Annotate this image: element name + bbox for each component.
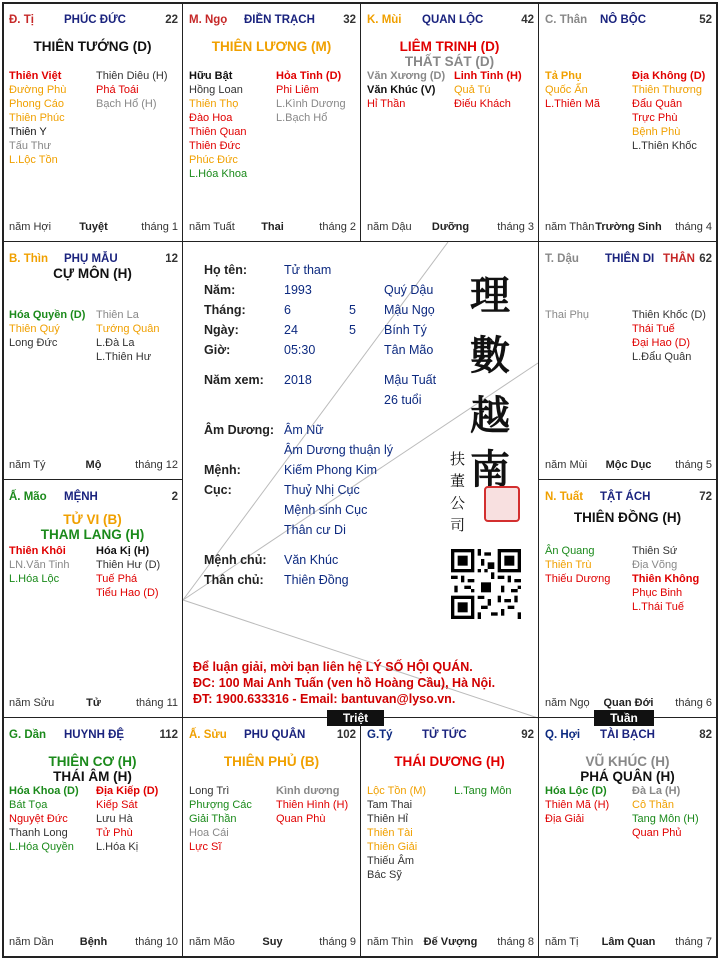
minor-star: Bệnh Phù: [632, 126, 681, 138]
left-star-column: [545, 69, 600, 111]
major-star: THIÊN PHỦ (B): [223, 754, 320, 769]
calligraphy-char-4: 南: [470, 446, 510, 493]
palace-name: TỬ TỨC: [422, 729, 467, 741]
minor-star: Bát Tọa: [9, 799, 48, 811]
major-star: TỬ VI (B): [63, 512, 122, 527]
calligraphy-char-2: 數: [470, 332, 510, 379]
minor-star: Thái Tuế: [632, 323, 675, 335]
ho-ten-value: Tử tham: [284, 263, 332, 277]
palace-header: [189, 14, 356, 28]
palace-life-stage: Dưỡng: [431, 221, 470, 233]
gio-can-chi: Tân Mão: [384, 343, 434, 357]
palace-footer: [545, 221, 712, 235]
minor-star: L.Bạch Hổ: [276, 112, 328, 124]
am-duong-value: Âm Nữ: [284, 423, 324, 437]
ngay-value: 24: [284, 323, 298, 337]
minor-star: Bác Sỹ: [367, 869, 402, 881]
palace-9: [3, 718, 182, 956]
minor-star: Thiên Việt: [9, 70, 62, 82]
palace-branch: C. Thân: [545, 14, 588, 26]
cuc-label: Cục:: [204, 483, 232, 497]
minor-star: Địa Không (D): [632, 70, 706, 82]
minor-star: Tiểu Hao (D): [96, 587, 159, 599]
palace-year: năm Tý: [9, 459, 46, 471]
than-chu-value: Thiên Đồng: [284, 573, 349, 587]
palace-month: tháng 7: [675, 936, 712, 948]
minor-star: Quan Phù: [276, 813, 326, 825]
minor-star: Thiếu Âm: [367, 855, 415, 867]
minor-star: L.Hóa Quyền: [9, 841, 74, 853]
minor-star: Thiếu Dương: [545, 573, 611, 585]
minor-star: Thai Phụ: [545, 309, 590, 321]
palace-footer: [9, 936, 178, 950]
nam-label: Năm:: [204, 283, 236, 297]
palace-month: tháng 4: [675, 221, 712, 233]
minor-star: L.Thiên Hư: [96, 351, 152, 363]
palace-footer: [189, 221, 356, 235]
palace-name: ĐIỀN TRẠCH: [244, 14, 315, 26]
minor-star: Bạch Hổ (H): [96, 98, 157, 110]
palace-month: tháng 11: [135, 697, 178, 709]
palace-branch: Q. Hợi: [545, 729, 581, 741]
minor-star: Hồng Loan: [189, 84, 243, 96]
palace-life-stage: Quan Đới: [603, 697, 654, 709]
minor-star: Địa Giải: [545, 813, 585, 825]
right-star-column: [632, 308, 706, 364]
palace-branch: T. Dậu: [545, 253, 579, 265]
contact-line-2: ĐC: 100 Mai Anh Tuấn (ven hồ Hoàng Cầu), Hà Nội.: [193, 676, 496, 690]
palace-life-stage: Trường Sinh: [595, 221, 662, 233]
palace-life-stage: Suy: [262, 936, 283, 948]
thang-value: 6: [284, 303, 291, 317]
palace-branch: Đ. Tị: [9, 14, 34, 26]
palace-name: HUYNH ĐỆ: [64, 729, 125, 741]
minor-star: Đại Hao (D): [632, 337, 691, 349]
minor-star: Long Đức: [9, 337, 58, 349]
palace-4: [539, 3, 716, 241]
contact-line-1: Để luận giải, mời bạn liên hệ LÝ SỐ HỘI QUÁN.: [193, 660, 473, 674]
palace-number: 92: [521, 729, 534, 741]
left-star-column: [367, 784, 426, 882]
palace-branch: Ấ. Mão: [9, 491, 47, 503]
minor-star: Hóa Khoa (D): [9, 785, 79, 797]
triet-tag: Triệt: [327, 710, 384, 726]
nam-can-chi: Quý Dậu: [384, 283, 434, 297]
minor-star: Thiên Đức: [189, 140, 241, 152]
minor-star: L.Thiên Mã: [545, 98, 601, 110]
palace-name: TẬT ÁCH: [600, 491, 651, 503]
minor-star: Hóa Kị (H): [96, 545, 150, 557]
palace-8: [539, 480, 716, 717]
palace-number: 32: [343, 14, 356, 26]
minor-star: Thanh Long: [9, 827, 68, 839]
minor-star: Hỉ Thần: [367, 98, 406, 110]
minor-star: Thiên Y: [9, 126, 47, 138]
minor-star: Thiên Không: [632, 573, 700, 585]
palace-number: 52: [699, 14, 712, 26]
palace-year: năm Tị: [545, 936, 579, 948]
palace-name: TÀI BẠCH: [600, 729, 655, 741]
ngay-label: Ngày:: [204, 323, 239, 337]
palace-year: năm Tuất: [189, 221, 235, 233]
red-seal-icon: [484, 486, 520, 522]
calligraphy-char-3: 越: [470, 392, 510, 439]
am-duong-value-2: Âm Dương thuận lý: [284, 443, 393, 457]
grid-h2-right: [538, 479, 718, 480]
minor-star: Lực Sĩ: [189, 841, 222, 853]
cuc-value-3: Thân cư Di: [284, 523, 346, 537]
minor-star: Thiên Hỉ: [367, 813, 408, 825]
left-star-column: [367, 69, 445, 111]
minor-star: Kình dương: [276, 785, 340, 797]
palace-footer: [367, 221, 534, 235]
palace-branch: K. Mùi: [367, 14, 402, 26]
minor-star: Quốc Ấn: [545, 84, 588, 96]
minor-star: Hoa Cái: [189, 827, 229, 839]
minor-star: Văn Xương (D): [367, 70, 446, 82]
major-star: CỰ MÔN (H): [53, 266, 132, 281]
palace-number: 62: [699, 253, 712, 265]
minor-star: Tuế Phá: [96, 573, 138, 585]
minor-star: Tang Môn (H): [632, 813, 699, 825]
palace-month: tháng 5: [675, 459, 712, 471]
major-star: LIÊM TRINH (D): [399, 39, 500, 54]
palace-12: [539, 718, 716, 956]
ngay-can-chi: Bính Tý: [384, 323, 427, 337]
grid-h2-left: [2, 479, 183, 480]
minor-star: Quan Phủ: [632, 827, 682, 839]
palace-branch: G.Tý: [367, 729, 393, 741]
minor-star: Phong Cáo: [9, 98, 65, 110]
palace-header: [9, 14, 178, 28]
minor-star: Đường Phù: [9, 84, 67, 96]
major-star: VŨ KHÚC (H): [585, 754, 670, 769]
minor-star: Đà La (H): [632, 785, 681, 797]
minor-star: Phá Toái: [96, 84, 139, 96]
palace-year: năm Thìn: [367, 936, 414, 948]
left-star-column: [9, 544, 70, 586]
minor-star: Quả Tú: [454, 84, 491, 96]
palace-name: NÔ BỘC: [600, 14, 646, 26]
palace-year: năm Mão: [189, 936, 235, 948]
palace-number: 2: [171, 491, 178, 503]
palace-7: [3, 480, 182, 717]
palace-number: 112: [159, 729, 178, 741]
minor-star: Thiên Khôi: [9, 545, 66, 557]
minor-star: L.Tang Môn: [454, 785, 512, 797]
minor-star: Hữu Bật: [189, 70, 233, 82]
palace-branch: M. Ngọ: [189, 14, 228, 26]
major-star: THÁI ÂM (H): [53, 769, 132, 784]
palace-number: 72: [699, 491, 712, 503]
nam-xem-can-chi: Mậu Tuất: [384, 373, 437, 387]
grid-v2-bottom: [360, 717, 361, 957]
minor-star: L.Kình Dương: [276, 98, 346, 110]
right-star-column: [96, 69, 168, 111]
minor-star: Linh Tinh (H): [454, 70, 522, 82]
minor-star: L.Đà La: [96, 337, 135, 349]
minor-star: Giải Thần: [189, 813, 237, 825]
palace-year: năm Thân: [545, 221, 595, 233]
major-star: THIÊN TƯỚNG (D): [33, 39, 152, 54]
minor-star: L.Hóa Lộc: [9, 573, 60, 585]
palace-footer: [9, 697, 178, 711]
palace-month: tháng 3: [497, 221, 534, 233]
palace-life-stage: Tuyệt: [79, 221, 108, 233]
left-star-column: [189, 69, 247, 181]
minor-star: Lộc Tồn (M): [367, 785, 427, 797]
palace-year: năm Dậu: [367, 221, 412, 233]
palace-header: [9, 491, 178, 505]
minor-star: Nguyệt Đức: [9, 813, 68, 825]
minor-star: Địa Võng: [632, 559, 678, 571]
minor-star: Ân Quang: [545, 545, 595, 557]
palace-11: [361, 718, 538, 956]
palace-number: 82: [699, 729, 712, 741]
palace-number: 102: [336, 729, 356, 741]
palace-2: [183, 3, 360, 241]
minor-star: Thiên Mã (H): [545, 799, 610, 811]
major-star: THIÊN ĐỒNG (H): [573, 510, 682, 525]
minor-star: LN.Văn Tinh: [9, 559, 70, 571]
palace-life-stage: Lâm Quan: [601, 936, 656, 948]
palace-number: 42: [521, 14, 534, 26]
gio-value: 05:30: [284, 343, 316, 357]
palace-footer: [189, 936, 356, 950]
small-char-1: 扶: [450, 450, 466, 468]
minor-star: Thiên Khốc (D): [632, 309, 706, 321]
palace-extra-label: THÂN: [663, 253, 695, 265]
minor-star: Long Trì: [189, 785, 230, 797]
nam-xem-value: 2018: [284, 373, 312, 387]
major-star: THIÊN LƯƠNG (M): [211, 39, 332, 54]
minor-star: Thiên Quan: [189, 126, 247, 138]
minor-star: Thiên Diêu (H): [96, 70, 168, 82]
tuan-tag: Tuần: [594, 710, 654, 726]
minor-star: L.Lộc Tồn: [9, 154, 58, 166]
minor-star: Thiên Phúc: [9, 112, 65, 124]
cuc-value: Thuỷ Nhị Cục: [284, 483, 360, 497]
palace-life-stage: Đế Vượng: [423, 936, 478, 948]
left-star-column: [9, 308, 85, 350]
palace-branch: G. Dần: [9, 729, 47, 741]
palace-header: [545, 729, 712, 743]
palace-life-stage: Bệnh: [79, 936, 108, 948]
palace-month: tháng 10: [135, 936, 178, 948]
palace-header: [189, 729, 356, 743]
minor-star: Hóa Quyền (D): [9, 309, 86, 321]
minor-star: Lưu Hà: [96, 813, 133, 825]
palace-name: PHÚC ĐỨC: [64, 14, 126, 26]
minor-star: Cô Thần: [632, 799, 674, 811]
minor-star: Tấu Thư: [9, 140, 52, 152]
left-star-column: [9, 784, 79, 854]
palace-year: năm Sửu: [9, 697, 55, 709]
palace-header: [367, 729, 534, 743]
minor-star: Thiên Thương: [632, 84, 703, 96]
left-star-column: [545, 544, 610, 586]
menh-chu-label: Mệnh chủ:: [204, 553, 267, 567]
palace-year: năm Dần: [9, 936, 54, 948]
palace-3: [361, 3, 538, 241]
grid-v3: [538, 2, 539, 957]
palace-header: [545, 253, 712, 267]
minor-star: Phi Liêm: [276, 84, 319, 96]
minor-star: Trực Phù: [632, 112, 678, 124]
palace-1: [3, 3, 182, 241]
palace-header: [9, 253, 178, 267]
major-star: THIÊN CƠ (H): [48, 754, 137, 769]
minor-star: Tử Phù: [96, 827, 133, 839]
tuoi-value: 26 tuổi: [384, 393, 422, 407]
right-star-column: [632, 544, 699, 614]
minor-star: Thiên Giải: [367, 841, 418, 853]
small-char-2: 董: [450, 472, 466, 490]
palace-footer: [9, 221, 178, 235]
right-star-column: [276, 69, 346, 125]
palace-year: năm Ngọ: [545, 697, 590, 709]
small-char-3: 公: [450, 494, 466, 512]
thang-can-chi: Mậu Ngọ: [384, 303, 435, 317]
palace-branch: N. Tuất: [545, 491, 584, 503]
palace-footer: [545, 459, 712, 473]
minor-star: Hóa Lộc (D): [545, 785, 607, 797]
palace-branch: Ấ. Sửu: [189, 729, 227, 741]
small-char-4: 司: [450, 516, 466, 534]
minor-star: L.Hóa Kị: [96, 841, 139, 853]
palace-month: tháng 9: [319, 936, 356, 948]
palace-name: MỆNH: [64, 491, 98, 503]
grid-v1: [182, 2, 183, 957]
palace-life-stage: Tử: [86, 697, 101, 709]
palace-6: [539, 242, 716, 479]
left-star-column: [189, 784, 252, 854]
palace-life-stage: Mộ: [85, 459, 102, 471]
right-star-column: [632, 784, 699, 840]
palace-number: 12: [165, 253, 178, 265]
right-star-column: [454, 69, 522, 111]
palace-10: [183, 718, 360, 956]
minor-star: Điếu Khách: [454, 98, 511, 110]
gio-label: Giờ:: [204, 343, 231, 357]
palace-footer: [9, 459, 178, 473]
major-star: PHÁ QUÂN (H): [580, 769, 675, 784]
major-star: THAM LANG (H): [40, 527, 145, 542]
thang-label: Tháng:: [204, 303, 246, 317]
palace-month: tháng 8: [497, 936, 534, 948]
minor-star: Hỏa Tinh (D): [276, 70, 342, 82]
minor-star: Thiên Hình (H): [276, 799, 349, 811]
palace-month: tháng 1: [141, 221, 178, 233]
minor-star: Kiếp Sát: [96, 799, 138, 811]
palace-header: [9, 729, 178, 743]
palace-name: PHU QUÂN: [244, 729, 306, 741]
left-star-column: [9, 69, 66, 167]
minor-star: Đẩu Quân: [632, 98, 683, 110]
qr-code-icon: [451, 549, 521, 619]
palace-branch: B. Thìn: [9, 253, 48, 265]
minor-star: Thiên Sứ: [632, 545, 678, 557]
menh-value: Kiếm Phong Kim: [284, 463, 378, 477]
palace-name: PHỤ MẪU: [64, 253, 118, 265]
grid-v2-top: [360, 2, 361, 242]
minor-star: Tam Thai: [367, 799, 413, 811]
minor-star: Thiên Tài: [367, 827, 413, 839]
palace-life-stage: Thai: [261, 221, 284, 233]
minor-star: Thiên Quý: [9, 323, 60, 335]
palace-month: tháng 12: [135, 459, 178, 471]
right-star-column: [276, 784, 348, 826]
minor-star: L.Hóa Khoa: [189, 168, 248, 180]
minor-star: Đào Hoa: [189, 112, 233, 124]
am-duong-label: Âm Dương:: [204, 423, 275, 437]
palace-name: THIÊN DI: [605, 253, 655, 265]
ngay-am-value: 5: [349, 323, 356, 337]
minor-star: Tướng Quân: [96, 323, 160, 335]
palace-5: [3, 242, 182, 479]
palace-footer: [545, 697, 712, 711]
left-star-column: [545, 308, 589, 322]
palace-month: tháng 2: [319, 221, 356, 233]
minor-star: Văn Khúc (V): [367, 84, 436, 96]
palace-footer: [367, 936, 534, 950]
right-star-column: [96, 544, 160, 600]
palace-header: [545, 491, 712, 505]
minor-star: Phúc Đức: [189, 154, 238, 166]
contact-line-3: ĐT: 1900.633316 - Email: bantuvan@lyso.vn.: [193, 692, 456, 706]
menh-label: Mệnh:: [204, 463, 241, 477]
right-star-column: [96, 308, 160, 364]
thang-am-value: 5: [349, 303, 356, 317]
minor-star: L.Đẩu Quân: [632, 351, 692, 363]
palace-header: [545, 14, 712, 28]
minor-star: L.Thiên Khốc: [632, 140, 697, 152]
right-star-column: [632, 69, 705, 153]
palace-life-stage: Mộc Dục: [605, 459, 652, 471]
minor-star: L.Thái Tuế: [632, 601, 684, 613]
left-star-column: [545, 784, 609, 826]
right-star-column: [454, 784, 511, 798]
palace-year: năm Mùi: [545, 459, 588, 471]
palace-footer: [545, 936, 712, 950]
palace-year: năm Hợi: [9, 221, 52, 233]
ho-ten-label: Họ tên:: [204, 263, 248, 277]
palace-month: tháng 6: [675, 697, 712, 709]
major-star: THẤT SÁT (D): [404, 54, 495, 69]
palace-number: 22: [165, 14, 178, 26]
cuc-value-2: Mệnh sinh Cục: [284, 503, 368, 517]
minor-star: Địa Kiếp (D): [96, 785, 159, 797]
minor-star: Phục Binh: [632, 587, 683, 599]
minor-star: Tả Phụ: [545, 70, 582, 82]
calligraphy-char-1: 理: [470, 272, 510, 319]
minor-star: Thiên Hư (D): [96, 559, 161, 571]
minor-star: Phượng Các: [189, 799, 252, 811]
minor-star: Thiên Thọ: [189, 98, 239, 110]
minor-star: Thiên La: [96, 309, 139, 321]
nam-value: 1993: [284, 283, 312, 297]
menh-chu-value: Văn Khúc: [284, 553, 339, 567]
right-star-column: [96, 784, 158, 854]
than-chu-label: Thân chủ:: [204, 573, 264, 587]
nam-xem-label: Năm xem:: [204, 373, 264, 387]
palace-name: QUAN LỘC: [422, 14, 484, 26]
palace-header: [367, 14, 534, 28]
major-star: THÁI DƯƠNG (H): [394, 754, 505, 769]
minor-star: Thiên Trù: [545, 559, 592, 571]
